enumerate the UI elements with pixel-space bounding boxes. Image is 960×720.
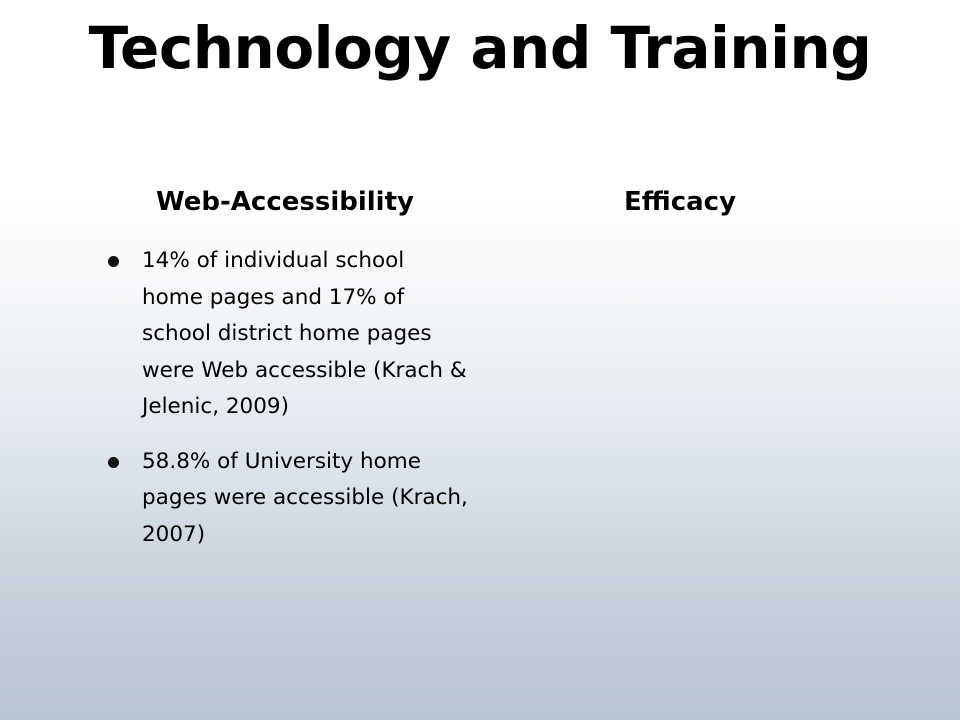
slide-title: Technology and Training [88, 14, 872, 82]
bullet-item [108, 444, 468, 554]
bullet-text: 58.8% of University home pages were accessible (Krach, 2007) [142, 448, 468, 547]
column-heading-web-accessibility: Web-Accessibility [156, 187, 414, 217]
bullet-text: 14% of individual school home pages and 17% of school district home pages were Web accessible (Krach & Jelenic, 2009) [142, 248, 467, 419]
column-heading-efficacy: Efficacy [623, 187, 737, 217]
bullet-item [108, 243, 468, 426]
round-bullet-icon [108, 457, 119, 468]
round-bullet-icon [108, 256, 119, 267]
web-accessibility-bullet-list [108, 243, 468, 571]
